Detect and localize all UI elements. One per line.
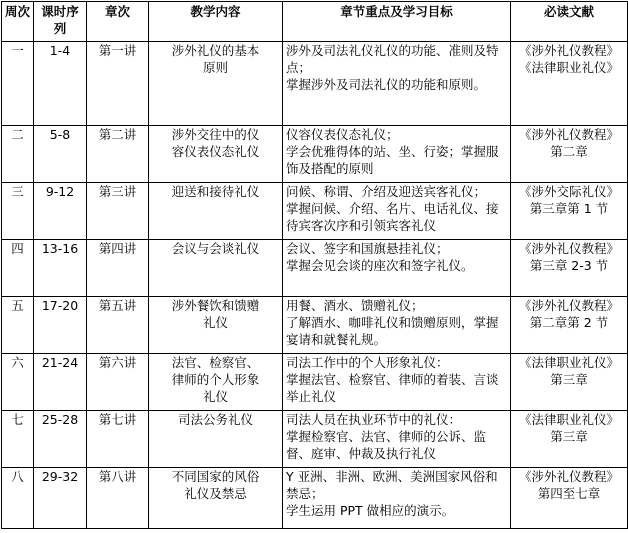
content-cell <box>149 411 283 468</box>
content-cell <box>149 297 283 354</box>
reading-cell <box>511 42 628 126</box>
reading-cell-line: 《涉外礼仪教程》第四至七章 <box>518 469 619 501</box>
content-cell <box>149 354 283 411</box>
reading-cell-line: 《涉外礼仪教程》 <box>518 241 619 256</box>
goals-cell-line: 掌握问候、介绍、名片、电话礼仪、接待宾客次序和引领宾客礼仪 <box>286 201 499 233</box>
lecture-cell: 第八讲 <box>87 468 149 529</box>
lecture-cell: 第七讲 <box>87 411 149 468</box>
goals-cell <box>283 468 511 529</box>
content-cell-line: 涉外礼仪的基本 <box>171 43 260 58</box>
goals-cell <box>283 240 511 297</box>
table-row <box>2 354 628 411</box>
content-cell-line: 不同国家的风俗 <box>171 469 260 484</box>
table-row <box>2 183 628 240</box>
week-cell: 二 <box>2 126 34 183</box>
content-cell <box>149 126 283 183</box>
goals-cell-line: 掌握涉外及司法礼仪的功能和原则。 <box>286 77 487 92</box>
header-lecture: 章次 <box>87 2 149 42</box>
period-cell: 13-16 <box>34 240 87 297</box>
header-reading: 必读文献 <box>511 2 628 42</box>
goals-cell <box>283 126 511 183</box>
content-cell-line: 涉外餐饮和馈赠 <box>171 298 260 313</box>
lecture-cell: 第三讲 <box>87 183 149 240</box>
content-cell-line: 律师的个人形象 <box>171 372 260 387</box>
content-cell-line: 迎送和接待礼仪 <box>171 184 260 199</box>
goals-cell-line: 掌握检察官、法官、律师的公诉、监督、庭审、仲裁及执行礼仪 <box>286 429 487 461</box>
table-row <box>2 126 628 183</box>
reading-cell-line: 《法律职业礼仪》 <box>518 412 619 427</box>
lecture-cell: 第二讲 <box>87 126 149 183</box>
content-cell-line: 容仪表仪态礼仪 <box>171 144 260 159</box>
header-content: 教学内容 <box>149 2 283 42</box>
header-period: 课时序列 <box>34 2 87 42</box>
week-cell: 三 <box>2 183 34 240</box>
reading-cell-line: 第三章 <box>550 372 588 387</box>
header-goals: 章节重点及学习目标 <box>283 2 511 42</box>
reading-cell-line: 第三章 <box>550 429 588 444</box>
header-week: 周次 <box>2 2 34 42</box>
reading-cell-line: 《涉外礼仪教程》《法律职业礼仪》 <box>518 43 619 75</box>
goals-cell <box>283 297 511 354</box>
goals-cell-line: 涉外及司法礼仪礼仪的功能、准则及特点； <box>286 43 499 75</box>
period-cell: 29-32 <box>34 468 87 529</box>
reading-cell <box>511 411 628 468</box>
goals-cell <box>283 354 511 411</box>
goals-cell-line: 司法工作中的个人形象礼仪： <box>286 355 449 370</box>
reading-cell-line: 第三章第 1 节 <box>529 201 609 216</box>
reading-cell <box>511 183 628 240</box>
period-cell: 25-28 <box>34 411 87 468</box>
reading-cell-line: 第三章 2-3 节 <box>529 258 609 273</box>
content-cell-line: 礼仪 <box>202 315 228 330</box>
table-row <box>2 240 628 297</box>
lecture-cell: 第六讲 <box>87 354 149 411</box>
reading-cell <box>511 354 628 411</box>
week-cell: 八 <box>2 468 34 529</box>
content-cell-line: 法官、检察官、 <box>171 355 260 370</box>
content-cell <box>149 240 283 297</box>
table-row <box>2 42 628 126</box>
goals-cell-line: 司法人员在执业环节中的礼仪： <box>286 412 462 427</box>
period-cell: 17-20 <box>34 297 87 354</box>
course-schedule-table <box>1 1 628 529</box>
content-cell-line: 礼仪及禁忌 <box>184 486 247 501</box>
goals-cell-line: 仪容仪表仪态礼仪； <box>286 127 399 142</box>
content-cell-line: 涉外交往中的仪 <box>171 127 260 142</box>
goals-cell-line: 了解酒水、咖啡礼仪和馈赠原则，掌握宴请和就餐礼规。 <box>286 315 499 347</box>
week-cell: 六 <box>2 354 34 411</box>
table-row <box>2 468 628 529</box>
lecture-cell: 第一讲 <box>87 42 149 126</box>
goals-cell-line: 掌握会见会谈的座次和签字礼仪。 <box>286 258 474 273</box>
reading-cell-line: 《法律职业礼仪》 <box>518 355 619 370</box>
reading-cell <box>511 126 628 183</box>
reading-cell-line: 《涉外礼仪教程》第二章 <box>518 127 619 159</box>
goals-cell <box>283 42 511 126</box>
goals-cell <box>283 411 511 468</box>
reading-cell <box>511 297 628 354</box>
content-cell <box>149 42 283 126</box>
period-cell: 1-4 <box>34 42 87 126</box>
goals-cell-line: 掌握法官、检察官、律师的着装、言谈举止礼仪 <box>286 372 499 404</box>
reading-cell-line: 《涉外礼仪教程》 <box>518 298 619 313</box>
period-cell: 9-12 <box>34 183 87 240</box>
goals-cell-line: 会议、签字和国旗悬挂礼仪； <box>286 241 449 256</box>
content-cell-line: 礼仪 <box>202 389 228 404</box>
period-cell: 5-8 <box>34 126 87 183</box>
week-cell: 七 <box>2 411 34 468</box>
reading-cell <box>511 240 628 297</box>
reading-cell <box>511 468 628 529</box>
table-row <box>2 411 628 468</box>
week-cell: 四 <box>2 240 34 297</box>
content-cell-line: 会议与会谈礼仪 <box>171 241 260 256</box>
content-cell <box>149 183 283 240</box>
goals-cell-line: 学会优雅得体的站、坐、行姿；掌握服饰及搭配的原则 <box>286 144 499 176</box>
lecture-cell: 第四讲 <box>87 240 149 297</box>
header-row <box>2 2 628 42</box>
week-cell: 五 <box>2 297 34 354</box>
period-cell: 21-24 <box>34 354 87 411</box>
goals-cell-line: 学生运用 PPT 做相应的演示。 <box>286 503 455 518</box>
content-cell-line: 原则 <box>202 60 228 75</box>
content-cell <box>149 468 283 529</box>
reading-cell-line: 第二章第 2 节 <box>529 315 609 330</box>
goals-cell-line: 问候、称谓、介绍及迎送宾客礼仪； <box>286 184 487 199</box>
table-row <box>2 297 628 354</box>
lecture-cell: 第五讲 <box>87 297 149 354</box>
content-cell-line: 司法公务礼仪 <box>177 412 253 427</box>
goals-cell <box>283 183 511 240</box>
reading-cell-line: 《涉外交际礼仪》 <box>518 184 619 199</box>
goals-cell-line: Y 亚洲、非洲、欧洲、美洲国家风俗和禁忌； <box>286 469 498 501</box>
week-cell: 一 <box>2 42 34 126</box>
goals-cell-line: 用餐、酒水、馈赠礼仪； <box>286 298 424 313</box>
